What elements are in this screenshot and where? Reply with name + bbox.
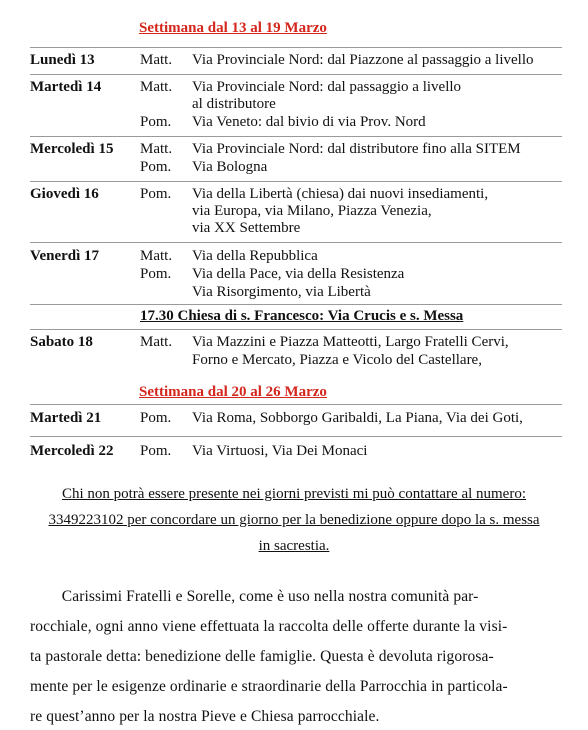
street-line: Via Virtuosi, Via Dei Monaci <box>192 443 368 459</box>
day-label: Mercoledì 22 <box>30 443 114 459</box>
week-2-title: Settimana dal 20 al 26 Marzo <box>139 384 327 400</box>
time-label: Matt. <box>140 52 173 68</box>
paragraph-line: re quest’anno per la nostra Pieve e Chiesa parrocchiale. <box>30 708 380 725</box>
divider <box>30 436 562 437</box>
time-label: Pom. <box>140 266 172 282</box>
divider <box>30 329 562 330</box>
time-label: Pom. <box>140 114 172 130</box>
time-label: Matt. <box>140 334 173 350</box>
street-line: Via della Pace, via della Resistenza <box>192 266 405 282</box>
divider <box>30 47 562 48</box>
day-label: Mercoledì 15 <box>30 141 114 157</box>
street-line: Forno e Mercato, Piazza e Vicolo del Castellare, <box>192 352 482 368</box>
day-label: Martedì 21 <box>30 410 102 426</box>
divider <box>30 181 562 182</box>
street-line: Via Bologna <box>192 159 268 175</box>
time-label: Matt. <box>140 141 173 157</box>
divider <box>30 304 562 305</box>
paragraph-line: Carissimi Fratelli e Sorelle, come è uso nella nostra comunità par- <box>30 588 479 605</box>
notice-line: Chi non potrà essere presente nei giorni previsti mi può contattare al numero: <box>61 486 527 502</box>
street-line: Via Mazzini e Piazza Matteotti, Largo Fratelli Cervi, <box>192 334 509 350</box>
week-1-title: Settimana dal 13 al 19 Marzo <box>139 20 327 36</box>
notice-line: 3349223102 per concordare un giorno per la benedizione oppure dopo la s. messa <box>48 512 540 528</box>
street-line: via Europa, via Milano, Piazza Venezia, <box>192 203 432 219</box>
day-label: Giovedì 16 <box>30 186 99 202</box>
time-label: Pom. <box>140 186 172 202</box>
time-label: Pom. <box>140 159 172 175</box>
street-line: Via della Libertà (chiesa) dai nuovi insediamenti, <box>192 186 489 202</box>
divider <box>30 74 562 75</box>
day-label: Lunedì 13 <box>30 52 95 68</box>
street-line: Via Provinciale Nord: dal distributore fino alla SITEM <box>192 141 521 157</box>
time-label: Pom. <box>140 443 172 459</box>
special-event: 17.30 Chiesa di s. Francesco: Via Crucis e s. Messa <box>140 308 464 324</box>
time-label: Matt. <box>140 248 173 264</box>
paragraph-line: mente per le esigenze ordinarie e straordinarie della Parrocchia in particola- <box>30 678 508 695</box>
paragraph-line: ta pastorale detta: benedizione delle famiglie. Questa è devoluta rigorosa- <box>30 648 494 665</box>
divider <box>30 404 562 405</box>
day-label: Venerdì 17 <box>30 248 100 264</box>
street-line: Via Provinciale Nord: dal Piazzone al passaggio a livello <box>192 52 534 68</box>
time-label: Matt. <box>140 79 173 95</box>
street-line: al distributore <box>192 96 276 112</box>
paragraph-line: rocchiale, ogni anno viene effettuata la raccolta delle offerte durante la visi- <box>30 618 508 635</box>
divider <box>30 136 562 137</box>
street-line: via XX Settembre <box>192 220 301 236</box>
street-line: Via Risorgimento, via Libertà <box>192 284 371 300</box>
day-label: Martedì 14 <box>30 79 102 95</box>
street-line: Via della Repubblica <box>192 248 318 264</box>
street-line: Via Veneto: dal bivio di via Prov. Nord <box>192 114 426 130</box>
divider <box>30 242 562 243</box>
time-label: Pom. <box>140 410 172 426</box>
street-line: Via Provinciale Nord: dal passaggio a livello <box>192 79 462 95</box>
notice-line: in sacrestia. <box>258 538 330 554</box>
day-label: Sabato 18 <box>30 334 93 350</box>
street-line: Via Roma, Sobborgo Garibaldi, La Piana, Via dei Goti, <box>192 410 523 426</box>
